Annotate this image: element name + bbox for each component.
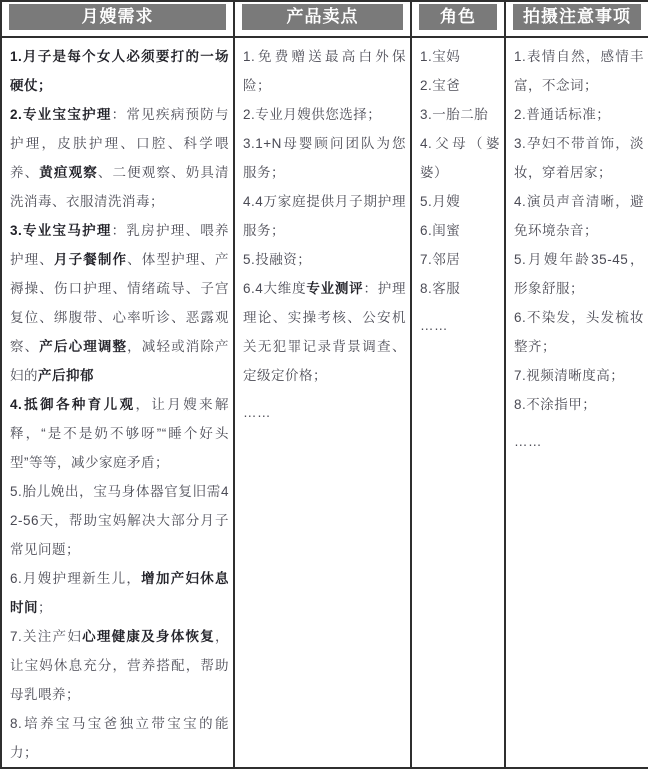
column-cell-shooting-notes (505, 37, 648, 768)
list-item: 1.月子是每个女人必须要打的一场硬仗； (10, 49, 229, 93)
list-item: 7.邻居 (420, 252, 461, 267)
column-header-yuesao-needs (1, 1, 234, 37)
list-item: 2.专业宝宝护理：常见疾病预防与护理，皮肤护理、口腔、科学喂养、黄疸观察、二便观察、奶具清洗消毒、衣服清洗消毒； (10, 107, 230, 209)
header-row (1, 1, 648, 37)
list-item: 3.孕妇不带首饰，淡妆，穿着居家； (514, 136, 644, 180)
column-header-label-roles: 角色 (419, 4, 497, 30)
list-item: 5.月嫂 (420, 194, 461, 209)
list-item: 8.不涂指甲； (514, 397, 597, 412)
column-cell-roles (411, 37, 505, 768)
list-item: 7.关注产妇心理健康及身体恢复，让宝妈休息充分，营养搭配，帮助母乳喂养； (10, 629, 229, 702)
list-item: 1.宝妈 (420, 49, 461, 64)
body-row (1, 37, 648, 768)
list-item: 8.培养宝马宝爸独立带宝宝的能力； (10, 716, 229, 760)
list-item: 1.免费赠送最高白外保险； (243, 49, 406, 93)
column-header-label-shooting-notes: 拍摄注意事项 (513, 4, 641, 30)
column-header-shooting-notes (505, 1, 648, 37)
list-item: 3.1+N母婴顾问团队为您服务； (243, 136, 406, 180)
list-item: 3.一胎二胎 (420, 107, 489, 122)
list-item: 6.月嫂护理新生儿，增加产妇休息时间； (10, 571, 230, 615)
list-item: 6.不染发，头发梳妆整齐； (514, 310, 644, 354)
list-item: 6.4大维度专业测评：护理理论、实操考核、公安机关无犯罪记录背景调查、定级定价格； (243, 281, 406, 383)
list-item: 2.专业月嫂供您选择； (243, 107, 382, 122)
column-header-selling-points (234, 1, 411, 37)
column-cell-selling-points (234, 37, 411, 768)
column-header-roles (411, 1, 505, 37)
list-item: 3.专业宝马护理：乳房护理、喂养护理、月子餐制作、体型护理、产褥操、伤口护理、情绪疏导、子宫复位、绑腹带、心率听诊、恶露观察、产后心理调整，减轻或消除产妇的产后抑郁 (10, 223, 230, 383)
list-item: …… (514, 434, 542, 449)
column-header-label-selling-points: 产品卖点 (242, 4, 403, 30)
list-item: 4.抵御各种育儿观，让月嫂来解释，“是不是奶不够呀”“睡个好头型”等等，减少家庭矛盾； (10, 397, 229, 470)
list-item: 4.4万家庭提供月子期护理服务； (243, 194, 406, 238)
list-item: …… (420, 318, 448, 333)
table-header (1, 1, 648, 37)
list-item: 4.父母（婆婆） (420, 136, 500, 180)
list-item: 2.宝爸 (420, 78, 461, 93)
list-item: …… (243, 405, 271, 420)
table-body (1, 37, 648, 768)
list-item: 5.月嫂年龄35-45，形象舒服； (514, 252, 644, 296)
list-item: 8.客服 (420, 281, 461, 296)
column-header-label-yuesao-needs: 月嫂需求 (9, 4, 226, 30)
column-cell-yuesao-needs (1, 37, 234, 768)
list-item: 4.演员声音清晰，避免环境杂音； (514, 194, 644, 238)
list-item: 7.视频清晰度高； (514, 368, 625, 383)
list-item: 5.胎儿娩出，宝马身体器官复旧需42-56天，帮助宝妈解决大部分月子常见问题； (10, 484, 229, 557)
list-item: 5.投融资； (243, 252, 312, 267)
list-item: 6.闺蜜 (420, 223, 461, 238)
list-item: 2.普通话标准； (514, 107, 611, 122)
list-item: 1.表情自然，感情丰富，不念词； (514, 49, 644, 93)
